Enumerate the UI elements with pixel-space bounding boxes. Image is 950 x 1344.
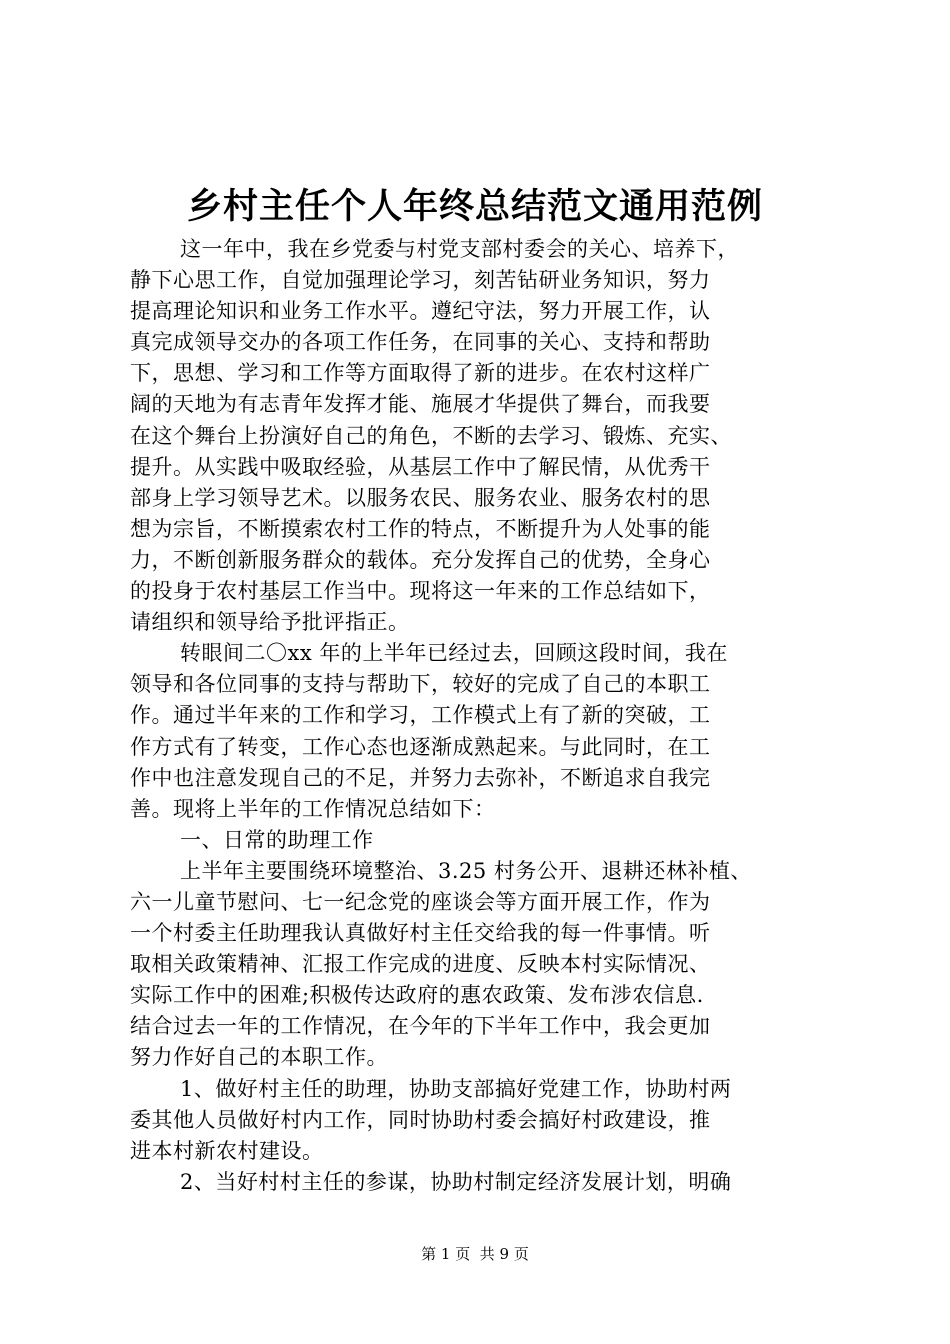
- text-line: 提高理论知识和业务工作水平。遵纪守法，努力开展工作，认: [130, 299, 711, 324]
- text-line: 在这个舞台上扮演好自己的角色，不断的去学习、锻炼、充实、: [130, 423, 732, 448]
- text-line: 上半年主要围绕环境整治、3.25 村务公开、退耕还林补植、: [180, 858, 752, 883]
- text-line: 部身上学习领导艺术。以服务农民、服务农业、服务农村的思: [130, 485, 711, 510]
- text-line: 作方式有了转变，工作心态也逐渐成熟起来。与此同时，在工: [130, 734, 711, 759]
- text-line: 委其他人员做好村内工作，同时协助村委会搞好村政建设，推: [130, 1107, 711, 1132]
- text-line: 结合过去一年的工作情况，在今年的下半年工作中，我会更加: [130, 1014, 711, 1039]
- text-line: 转眼间二〇xx 年的上半年已经过去，回顾这段时间，我在: [180, 641, 728, 666]
- document-body: [130, 234, 830, 1198]
- text-line: 取相关政策精神、汇报工作完成的进度、反映本村实际情况、: [130, 952, 711, 977]
- text-line: 作。通过半年来的工作和学习，工作模式上有了新的突破，工: [130, 703, 711, 728]
- text-line: 作中也注意发现自己的不足，并努力去弥补，不断追求自我完: [130, 765, 711, 790]
- page-footer: [0, 1243, 950, 1265]
- text-line: 提升。从实践中吸取经验，从基层工作中了解民情，从优秀干: [130, 454, 711, 479]
- text-line: 六一儿童节慰问、七一纪念党的座谈会等方面开展工作，作为: [130, 889, 711, 914]
- text-line: 下，思想、学习和工作等方面取得了新的进步。在农村这样广: [130, 361, 711, 386]
- text-line: 2、当好村村主任的参谋，协助村制定经济发展计划，明确: [180, 1169, 732, 1194]
- text-line: 一个村委主任助理我认真做好村主任交给我的每一件事情。听: [130, 921, 711, 946]
- document-title: 乡村主任个人年终总结范文通用范例: [186, 187, 763, 227]
- text-line: 这一年中，我在乡党委与村党支部村委会的关心、培养下，: [180, 237, 739, 261]
- text-line: 1、做好村主任的助理，协助支部搞好党建工作，协助村两: [180, 1076, 732, 1101]
- text-line: 的投身于农村基层工作当中。现将这一年来的工作总结如下，: [130, 579, 711, 604]
- text-line: 实际工作中的困难;积极传达政府的惠农政策、发布涉农信息.: [130, 983, 704, 1008]
- text-line: 进本村新农村建设。: [130, 1138, 324, 1163]
- text-line: 请组织和领导给予批评指正。: [130, 610, 410, 635]
- text-line: 善。现将上半年的工作情况总结如下：: [130, 796, 496, 821]
- text-line: 想为宗旨，不断摸索农村工作的特点，不断提升为人处事的能: [130, 516, 711, 541]
- text-line: 静下心思工作，自觉加强理论学习，刻苦钻研业务知识，努力: [130, 268, 711, 293]
- text-line: 力，不断创新服务群众的载体。充分发挥自己的优势，全身心: [130, 547, 711, 572]
- text-line: 真完成领导交办的各项工作任务，在同事的关心、支持和帮助: [130, 330, 711, 355]
- text-line: 努力作好自己的本职工作。: [130, 1045, 388, 1070]
- text-line: 领导和各位同事的支持与帮助下，较好的完成了自己的本职工: [130, 672, 711, 697]
- text-line: 一、日常的助理工作: [180, 827, 374, 852]
- text-line: 阔的天地为有志青年发挥才能、施展才华提供了舞台，而我要: [130, 392, 711, 417]
- page-total: 共 9 页: [479, 1245, 529, 1263]
- page-number: 第 1 页: [421, 1245, 471, 1263]
